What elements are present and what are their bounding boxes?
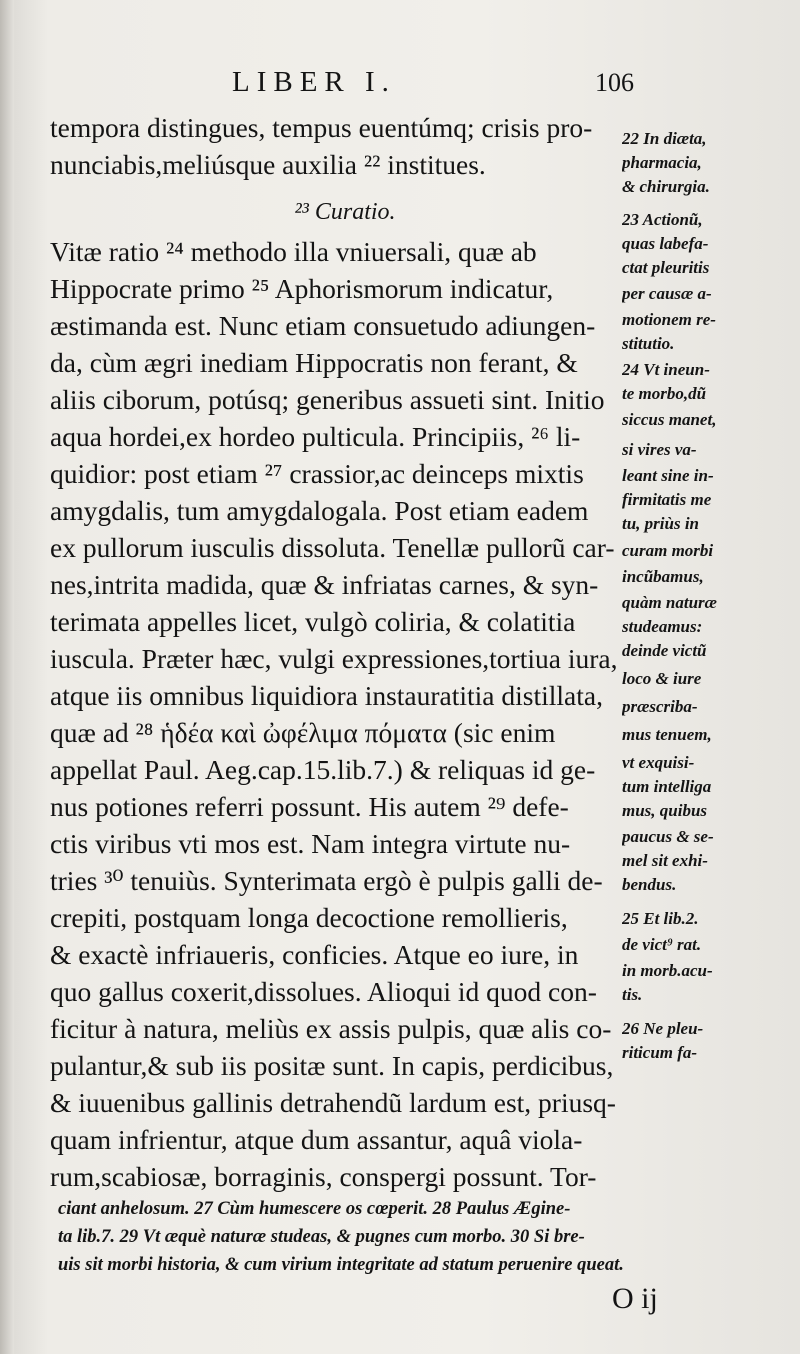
running-title: LIBER I. — [232, 66, 396, 98]
text-line: nunciabis,meliúsque auxilia ²² institues. — [50, 149, 486, 180]
margin-note-line: tis. — [622, 985, 643, 1004]
margin-note-line: firmitatis me — [622, 490, 712, 509]
text-line: terimata appelles licet, vulgò coliria, & colatitia — [50, 606, 576, 637]
text-line: & iuuenibus gallinis detrahendũ lardum est, priusq- — [50, 1087, 616, 1118]
text-line: da, cùm ægri inediam Hippocratis non ferant, & — [50, 347, 578, 378]
margin-note-line: & chirurgia. — [622, 177, 710, 196]
text-line: tempora distingues, tempus euentúmq; crisis pro- — [50, 112, 593, 143]
text-line: ficitur à natura, meliùs ex assis pulpis, quæ alis co- — [50, 1013, 612, 1044]
text-line: quam infrientur, atque dum assantur, aquâ viola- — [50, 1124, 583, 1155]
text-line: æstimanda est. Nunc etiam consuetudo adiungen- — [50, 310, 596, 341]
text-line: ex pullorum iusculis dissoluta. Tenellæ pullorũ car- — [50, 532, 615, 563]
margin-note-line: stitutio. — [622, 334, 675, 353]
margin-note-line: pharmacia, — [622, 153, 702, 172]
text-line: amygdalis, tum amygdalogala. Post etiam eadem — [50, 495, 589, 526]
text-line: quidior: post etiam ²⁷ crassior,ac deinceps mixtis — [50, 458, 584, 489]
margin-note-line: te morbo,dũ — [622, 384, 707, 403]
text-line: quæ ad ²⁸ ἡδέα καὶ ὠφέλιμα πόματα (sic enim — [50, 717, 556, 748]
margin-note-line: 26 Ne pleu- — [622, 1019, 704, 1038]
text-line: rum,scabiosæ, borraginis, conspergi possunt. Tor- — [50, 1161, 597, 1192]
margin-note-line: 22 In diæta, — [622, 129, 707, 148]
text-line: appellat Paul. Aeg.cap.15.lib.7.) & reliquas id ge- — [50, 754, 596, 785]
margin-note-line: incũbamus, — [622, 567, 704, 586]
margin-note-line: riticum fa- — [622, 1043, 698, 1062]
text-line: & exactè infriaueris, conficies. Atque eo iure, in — [50, 939, 579, 970]
margin-note-line: curam morbi — [622, 541, 714, 560]
text-line: aliis ciborum, potúsq; generibus assueti sint. Initio — [50, 384, 605, 415]
signature-mark: O ij — [612, 1282, 658, 1315]
text-line: Hippocrate primo ²⁵ Aphorismorum indicatur, — [50, 273, 554, 304]
text-line: Vitæ ratio ²⁴ methodo illa vniuersali, quæ ab — [50, 236, 537, 267]
text-line: crepiti, postquam longa decoctione remollieris, — [50, 902, 568, 933]
margin-note-line: in morb.acu- — [622, 961, 713, 980]
text-line: quo gallus coxerit,dissolues. Alioqui id quod con- — [50, 976, 597, 1007]
margin-note-line: tum intelliga — [622, 777, 712, 796]
text-line: iuscula. Præter hæc, vulgi expressiones,tortiua iura, — [50, 643, 618, 674]
margin-note-line: quàm naturæ — [622, 593, 717, 612]
footnote-line: ta lib.7. 29 Vt æquè naturæ studeas, & pugnes cum morbo. 30 Si bre- — [58, 1227, 585, 1247]
footnote-line: ciant anhelosum. 27 Cùm humescere os cœperit. 28 Paulus Ægine- — [58, 1199, 571, 1219]
margin-note-line: bendus. — [622, 875, 677, 894]
margin-note-line: tu, priùs in — [622, 514, 700, 533]
margin-note-line: studeamus: — [622, 617, 703, 636]
text-line: nes,intrita madida, quæ & infriatas carnes, & syn- — [50, 569, 599, 600]
margin-note-line: vt exquisi- — [622, 753, 695, 772]
margin-note-line: deinde victũ — [622, 641, 707, 660]
text-line: tries ³⁰ tenuiùs. Synterimata ergò è pulpis galli de- — [50, 865, 603, 896]
text-line: nus potiones referri possunt. His autem ²⁹ defe- — [50, 791, 569, 822]
margin-note-line: mus tenuem, — [622, 725, 712, 744]
page-gutter-shadow — [0, 0, 14, 1354]
page-header — [0, 66, 800, 106]
margin-note-line: paucus & se- — [622, 827, 714, 846]
page-number: 106 — [595, 68, 634, 97]
margin-note-line: siccus manet, — [622, 410, 717, 429]
margin-note-line: loco & iure — [622, 669, 702, 688]
margin-note-line: si vires va- — [622, 440, 697, 459]
text-line: aqua hordei,ex hordeo pulticula. Principiis, ²⁶ li- — [50, 421, 581, 452]
margin-note-line: 23 Actionũ, — [622, 210, 703, 229]
text-line: pulantur,& sub iis positæ sunt. In capis, perdicibus, — [50, 1050, 614, 1081]
margin-note-line: per causæ a- — [622, 284, 712, 303]
margin-note-line: leant sine in- — [622, 466, 714, 485]
text-line: ctis viribus vti mos est. Nam integra virtute nu- — [50, 828, 571, 859]
margin-note-line: ctat pleuritis — [622, 258, 710, 277]
margin-note-line: 24 Vt ineun- — [622, 360, 710, 379]
text-line: atque iis omnibus liquidiora instauratitia distillata, — [50, 680, 603, 711]
margin-note-line: præscriba- — [622, 697, 698, 716]
margin-note-line: mus, quibus — [622, 801, 708, 820]
margin-note-line: quas labefa- — [622, 234, 709, 253]
margin-note-line: de vict⁹ rat. — [622, 935, 702, 954]
margin-note-line: motionem re- — [622, 310, 716, 329]
margin-note-line: mel sit exhi- — [622, 851, 708, 870]
margin-note-line: 25 Et lib.2. — [622, 909, 699, 928]
footnote-line: uis sit morbi historia, & cum virium integritate ad statum peruenire queat. — [58, 1255, 624, 1275]
section-heading: ²³ Curatio. — [294, 199, 396, 225]
